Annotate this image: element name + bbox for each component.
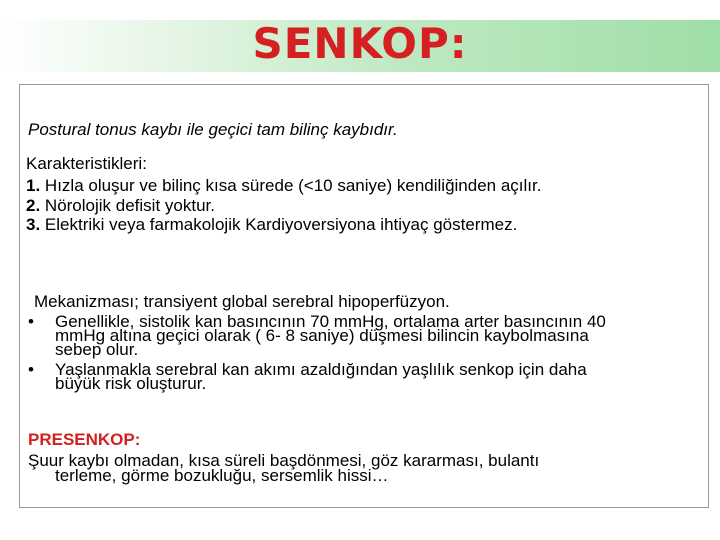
characteristics-heading: Karakteristikleri:: [26, 154, 147, 173]
mechanism-bullet-2-line-2: büyük risk oluşturur.: [55, 374, 207, 393]
bullet-icon: •: [28, 312, 34, 331]
bullet-icon: •: [28, 360, 34, 379]
mechanism-bullet-1-line-3: sebep olur.: [55, 340, 139, 359]
slide-title: SENKOP:: [252, 19, 468, 68]
characteristic-item-3: [26, 216, 517, 234]
item-text: Hızla oluşur ve bilinç kısa sürede (<10 saniye) kendiliğinden açılır.: [40, 176, 542, 195]
presenkop-heading: PRESENKOP:: [28, 430, 141, 449]
presenkop-line-1: Şuur kaybı olmadan, kısa süreli başdönmesi, göz kararması, bulantı: [28, 451, 540, 470]
mechanism-label: Mekanizması: [34, 292, 135, 311]
item-number: 3.: [26, 215, 41, 234]
definition-text: Postural tonus kaybı ile geçici tam bilinç kaybıdır.: [28, 120, 398, 139]
item-number: 1.: [26, 176, 41, 195]
mechanism-line: [34, 293, 450, 311]
mechanism-bullet-1-line-2: mmHg altına geçici olarak ( 6- 8 saniye) düşmesi bilincin kaybolmasına: [55, 326, 589, 345]
characteristic-item-2: [26, 197, 215, 215]
item-text: Elektriki veya farmakolojik Kardiyoversiyona ihtiyaç göstermez.: [40, 215, 518, 234]
item-number: 2.: [26, 196, 41, 215]
mechanism-bullet-1-line-1: Genellikle, sistolik kan basıncının 70 mmHg, ortalama arter basıncının 40: [55, 312, 606, 331]
item-text: Nörolojik defisit yoktur.: [40, 196, 215, 215]
characteristic-item-1: [26, 177, 541, 195]
mechanism-bullet-2-line-1: Yaşlanmakla serebral kan akımı azaldığından yaşlılık senkop için daha: [55, 360, 587, 379]
mechanism-text: ; transiyent global serebral hipoperfüzyon.: [134, 292, 450, 311]
presenkop-line-2: terleme, görme bozukluğu, sersemlik hissi…: [55, 466, 389, 485]
